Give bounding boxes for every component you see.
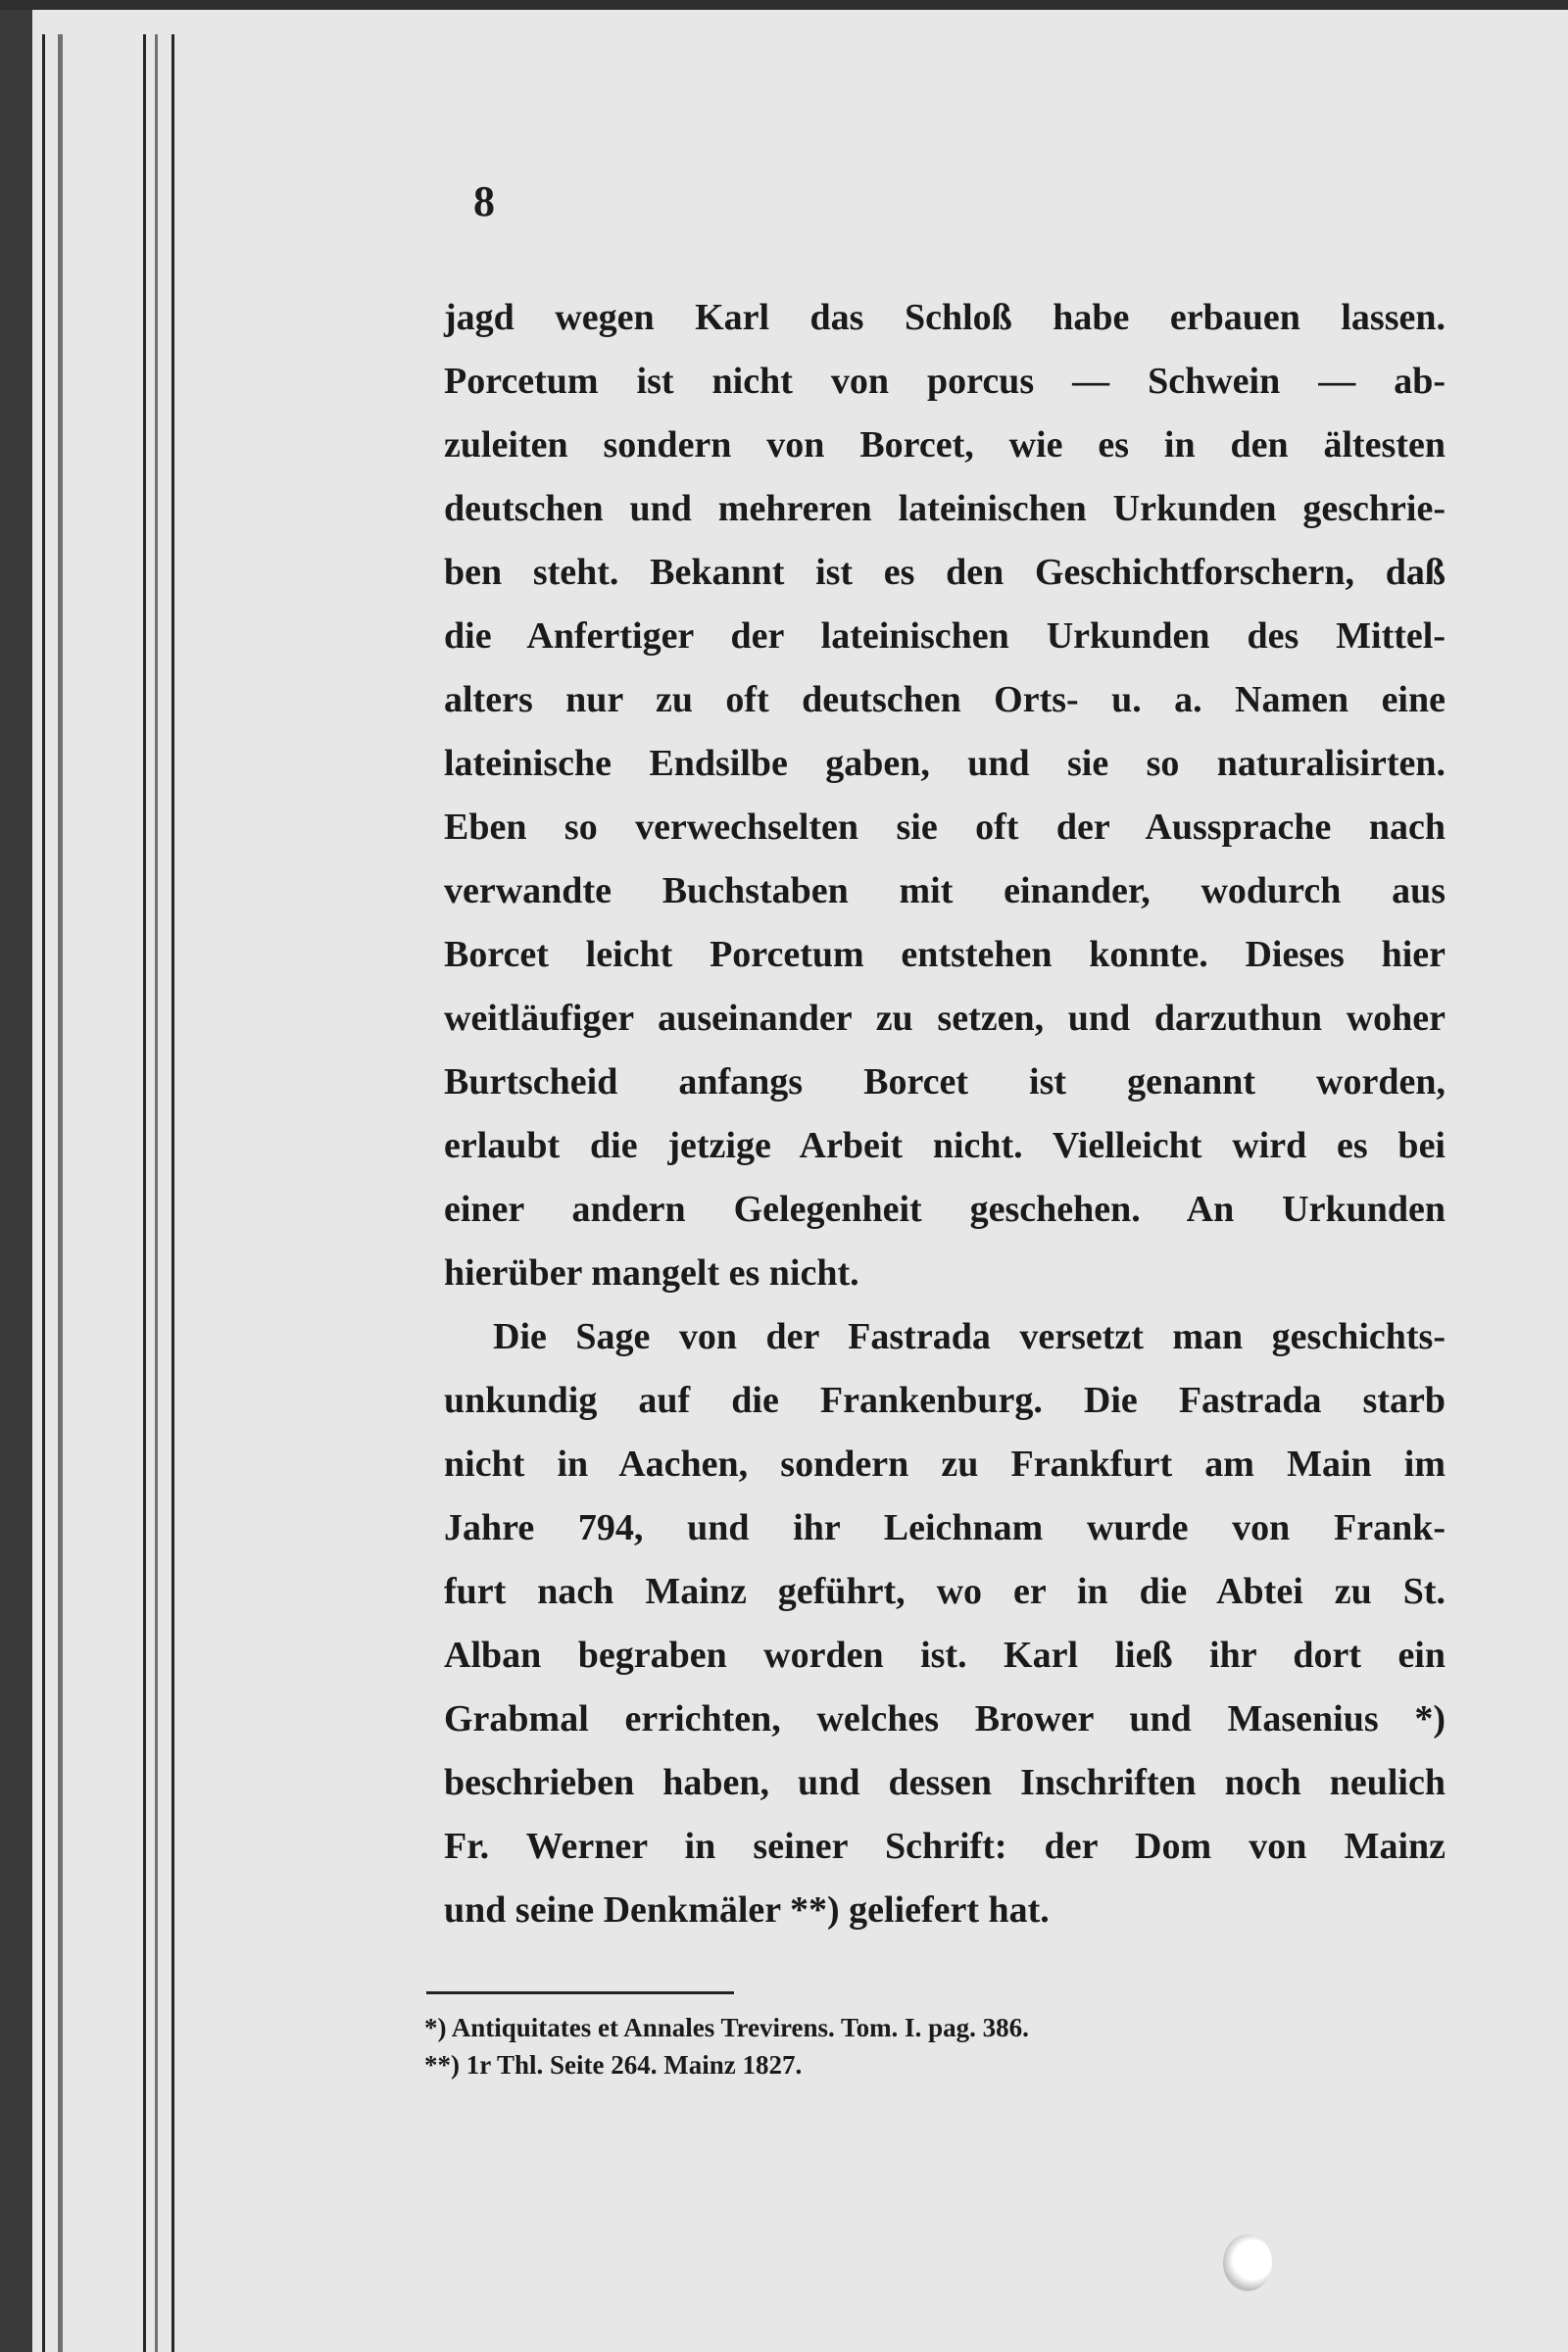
- text-line: Eben so verwechselten sie oft der Aussprache nach: [444, 807, 1446, 848]
- text-line: alters nur zu oft deutschen Orts- u. a. Namen eine: [444, 679, 1446, 720]
- paragraph-1: [444, 286, 1446, 1305]
- binding-edge-line: [42, 34, 45, 2352]
- text-line: furt nach Mainz geführt, wo er in die Abtei zu St.: [444, 1571, 1446, 1612]
- text-line: nicht in Aachen, sondern zu Frankfurt am Main im: [444, 1444, 1446, 1485]
- text-line: deutschen und mehreren lateinischen Urkunden geschrie-: [444, 488, 1446, 529]
- text-line: ben steht. Bekannt ist es den Geschichtforschern, daß: [444, 552, 1446, 593]
- binding-edge-line: [155, 34, 158, 2352]
- text-line: weitläufiger auseinander zu setzen, und darzuthun woher: [444, 998, 1446, 1039]
- text-line: die Anfertiger der lateinischen Urkunden des Mittel-: [444, 615, 1446, 657]
- text-line: einer andern Gelegenheit geschehen. An Urkunden: [444, 1189, 1446, 1230]
- book-page: [32, 10, 1568, 2352]
- text-line: und seine Denkmäler **) geliefert hat.: [444, 1889, 1050, 1931]
- footnote: *) Antiquitates et Annales Trevirens. Tom. I. pag. 386.: [424, 2013, 1029, 2042]
- footnote: **) 1r Thl. Seite 264. Mainz 1827.: [424, 2050, 803, 2080]
- text-line: lateinische Endsilbe gaben, und sie so naturalisirten.: [444, 743, 1446, 784]
- text-line: erlaubt die jetzige Arbeit nicht. Vielleicht wird es bei: [444, 1125, 1446, 1166]
- binding-edge-line: [143, 34, 146, 2352]
- text-line: Fr. Werner in seiner Schrift: der Dom von Mainz: [444, 1826, 1446, 1867]
- text-line: Alban begraben worden ist. Karl ließ ihr dort ein: [444, 1635, 1446, 1676]
- text-line: Die Sage von der Fastrada versetzt man geschichts-: [493, 1316, 1446, 1357]
- page-number: 8: [473, 177, 495, 225]
- binding-edge-line: [58, 34, 63, 2352]
- text-line: Borcet leicht Porcetum entstehen konnte. Dieses hier: [444, 934, 1446, 975]
- scan-smudge: [1223, 2234, 1272, 2291]
- text-line: jagd wegen Karl das Schloß habe erbauen lassen.: [444, 297, 1446, 338]
- text-line: zuleiten sondern von Borcet, wie es in den ältesten: [444, 424, 1446, 466]
- text-line: Jahre 794, und ihr Leichnam wurde von Frank-: [444, 1507, 1446, 1548]
- text-line: hierüber mangelt es nicht.: [444, 1252, 859, 1294]
- scan-top-edge: [0, 0, 1568, 10]
- binding-edge-line: [172, 34, 174, 2352]
- text-line: Burtscheid anfangs Borcet ist genannt worden,: [444, 1061, 1446, 1102]
- paragraph-2: [444, 1305, 1446, 1942]
- text-line: verwandte Buchstaben mit einander, wodurch aus: [444, 870, 1446, 911]
- footnotes: [424, 2009, 1029, 2083]
- text-line: Grabmal errichten, welches Brower und Masenius *): [444, 1698, 1446, 1740]
- text-line: beschrieben haben, und dessen Inschriften noch neulich: [444, 1762, 1446, 1803]
- footnote-divider: [426, 1991, 734, 1994]
- text-line: unkundig auf die Frankenburg. Die Fastrada starb: [444, 1380, 1446, 1421]
- text-line: Porcetum ist nicht von porcus — Schwein — ab-: [444, 361, 1446, 402]
